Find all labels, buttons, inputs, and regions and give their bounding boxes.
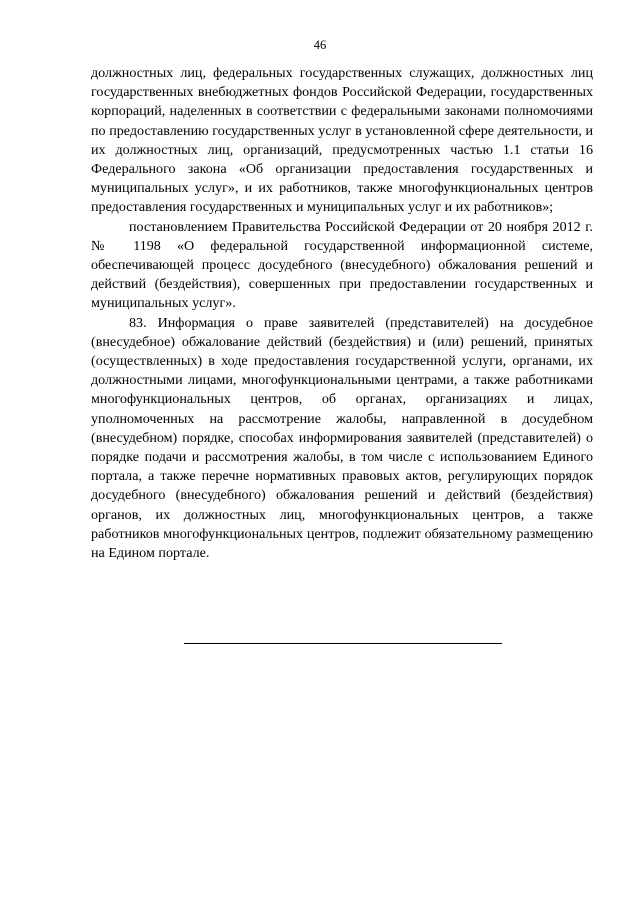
paragraph-83: 83. Информация о праве заявителей (представителей) на досудебное (внесудебное) обжалование действий (бездействия) и (или) решений, принятых (осуществленных) в ходе предоставления государственной услуги, органами, их должностными лицами, многофункциональными центрами, а также работниками многофункциональных центров, об органах, организациях и лицах, уполномоченных на рассмотрение жалобы, направленной в досудебном (внесудебном) порядке, способах информирования заявителей (представителей) о порядке подачи и рассмотрения жалобы, в том числе с использованием Единого портала, а также перечне нормативных правовых актов, регулирующих порядок досудебного (внесудебного) обжалования решений и действий (бездействия) органов, их должностных лиц, многофункциональных центров, а также работников многофункциональных центров, подлежит обязательному размещению на Едином портале. <box>91 314 593 562</box>
paragraph-continuation: должностных лиц, федеральных государственных служащих, должностных лиц государственных внебюджетных фондов Российской Федерации, государственных корпораций, наделенных в соответствии с федеральными законами полномочиями по предоставлению государственных услуг в установленной сфере деятельности, и их должностных лиц, организаций, предусмотренных частью 1.1 статьи 16 Федерального закона «Об организации предоставления государственных и муниципальных услуг», и их работников, также многофункциональных центров предоставления государственных и муниципальных услуг и их работников»; <box>91 65 593 216</box>
end-of-document-rule <box>184 643 502 644</box>
page-number: 46 <box>313 38 327 52</box>
document-body <box>91 64 593 563</box>
paragraph-government-decree: постановлением Правительства Российской Федерации от 20 ноября 2012 г. № 1198 «О федеральной государственной информационной системе, обеспечивающей процесс досудебного (внесудебного) обжалования решений и действий (бездействия), совершенных при предоставлении государственных и муниципальных услуг». <box>91 218 593 312</box>
